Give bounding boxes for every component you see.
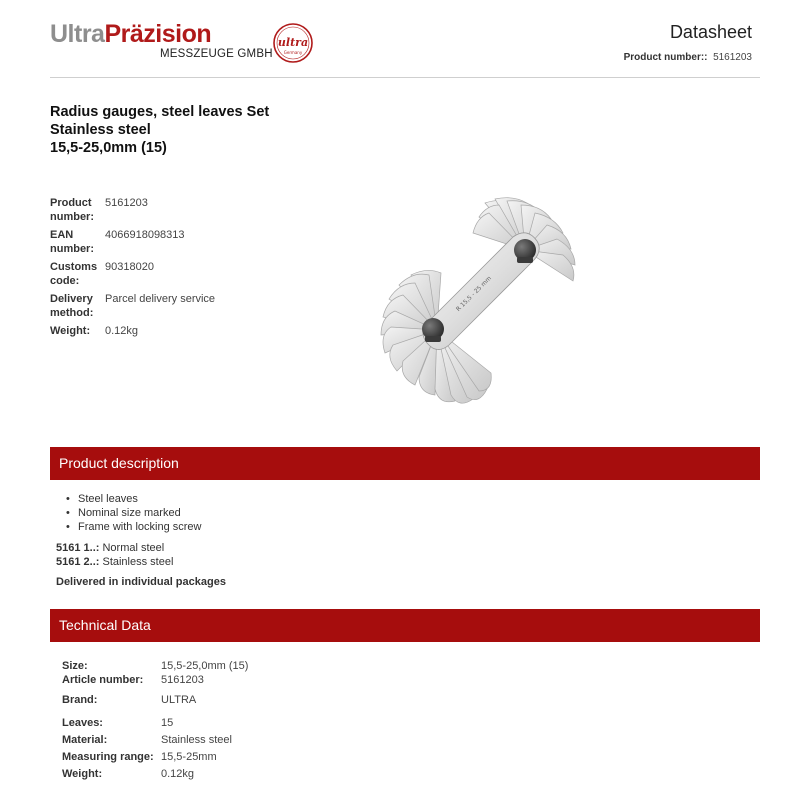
article-codes [56,541,226,569]
logo-seal-country: Germany [283,50,303,55]
tech-value: Stainless steel [161,734,232,746]
info-value: 5161203 [105,197,148,209]
tech-value: 15 [161,717,174,729]
info-label: Product number: [50,197,94,223]
header-product-number [624,52,752,63]
tech-label: Leaves: [62,717,103,729]
info-row-weight [50,325,350,339]
logo-word-ultra: Ultra [50,20,105,48]
table-row [62,673,248,687]
info-row-customs-code [50,261,350,288]
tech-label: Article number: [62,674,144,686]
info-label: Customs code: [50,261,98,287]
info-value: 4066918098313 [105,229,185,241]
header-product-number-label: Product number:: [623,52,708,63]
info-row-product-number [50,197,350,224]
tech-value: 15,5-25,0mm (15) [161,660,249,672]
tech-label: Size: [62,660,88,672]
table-row [62,750,248,764]
article-code-text: Stainless steel [99,556,174,568]
technical-data-table [62,659,248,781]
tech-value: ULTRA [161,694,197,706]
section-header-technical-data: Technical Data [50,609,760,642]
logo-subtitle: MESSZEUGE GMBH [160,48,273,60]
list-item: • Steel leaves [66,492,226,506]
tech-label: Material: [62,734,108,746]
product-title-line1: Radius gauges, steel leaves Set [50,104,270,120]
delivery-note: Delivered in individual packages [56,576,226,588]
document-title: Datasheet [669,22,752,42]
page-header [50,18,760,78]
article-code: 5161 1..: [56,542,100,554]
table-row [62,716,248,730]
article-code-line [56,541,226,555]
info-row-delivery-method [50,293,350,320]
product-info-table [50,197,350,344]
article-code: 5161 2..: [56,556,100,568]
tech-label: Measuring range: [62,751,154,763]
info-value: Parcel delivery service [105,293,216,305]
tech-label: Weight: [62,768,103,780]
tech-value: 5161203 [161,674,204,686]
article-code-text: Normal steel [99,542,165,554]
table-row [62,733,248,747]
frame-label: R 15,5 - 25 mm [454,274,493,313]
info-value: 90318020 [105,261,154,273]
logo-seal-icon [272,22,314,64]
table-row [62,659,248,673]
info-row-ean [50,229,350,256]
product-description [56,492,226,588]
table-row [62,693,248,707]
logo-wordmark [50,20,211,48]
info-label: EAN number: [50,229,94,255]
section-header-product-description: Product description [50,447,760,480]
list-item: • Frame with locking screw [66,520,226,534]
product-title-line2: Stainless steel [50,122,151,138]
info-label: Delivery method: [50,293,94,319]
logo-word-prazision: Präzision [104,20,212,48]
company-logo[interactable] [50,18,320,68]
description-bullets [66,492,226,534]
article-code-line [56,555,226,569]
header-product-number-value: 5161203 [713,52,752,63]
table-row [62,767,248,781]
info-value: 0.12kg [105,325,139,337]
product-image [375,195,595,415]
list-item: • Nominal size marked [66,506,226,520]
product-title-line3: 15,5-25,0mm (15) [50,140,167,156]
tech-value: 15,5-25mm [161,751,217,763]
info-label: Weight: [50,325,91,337]
product-title [50,103,269,157]
tech-value: 0.12kg [161,768,195,780]
tech-label: Brand: [62,694,98,706]
logo-seal-text: ultra [277,36,309,49]
